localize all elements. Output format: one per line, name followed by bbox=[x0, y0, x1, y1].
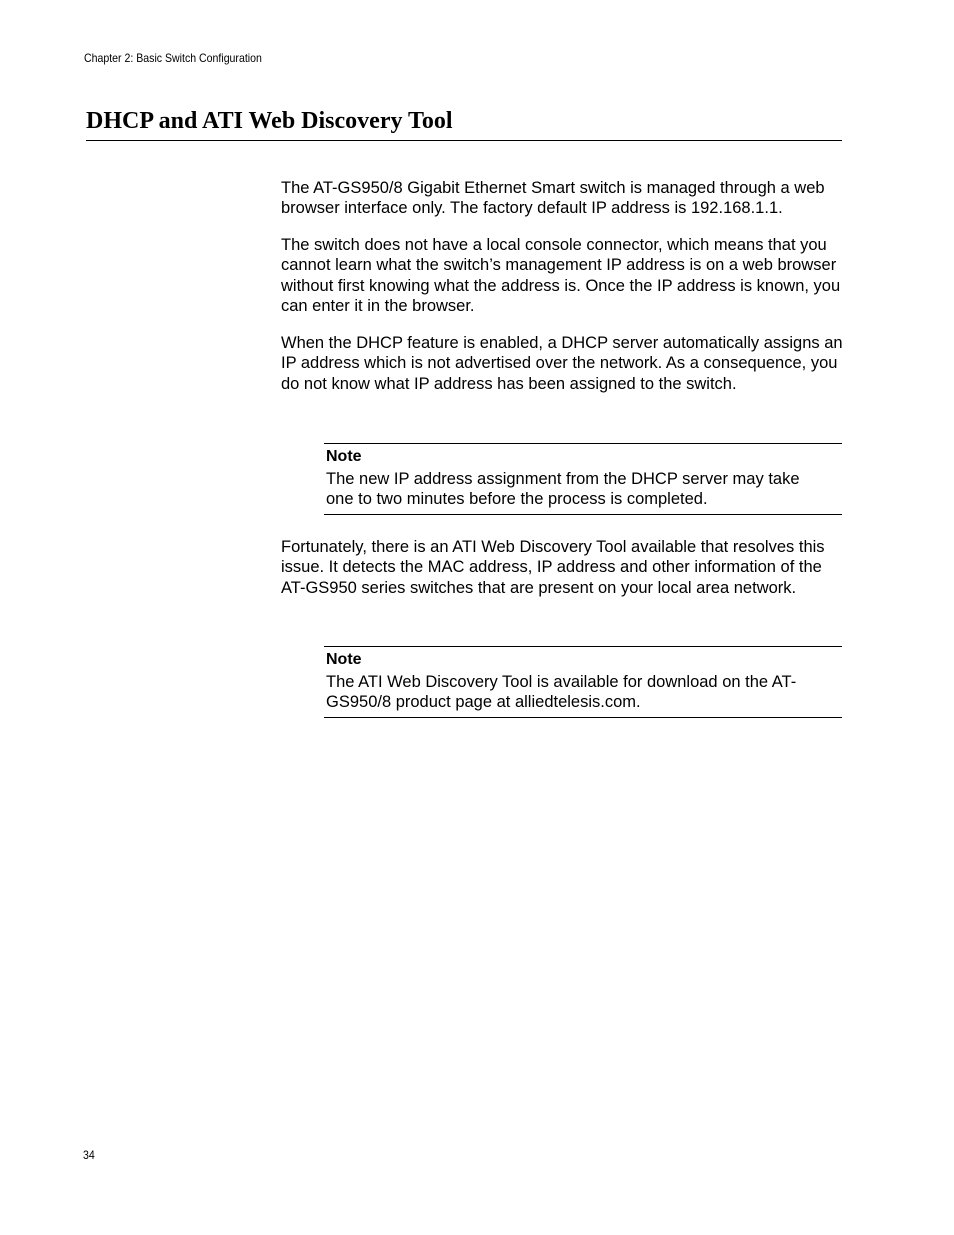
body-column bbox=[281, 0, 844, 1235]
note-text: The ATI Web Discovery Tool is available for download on the AT-GS950/8 product page at alliedtelesis.com. bbox=[326, 673, 797, 712]
paragraph-console: The switch does not have a local console connector, which means that you cannot learn what the switch’s management IP address is on a web browser without first knowing what the address is. Once the IP address is known, you can enter it in the browser. bbox=[281, 236, 841, 316]
running-header: Chapter 2: Basic Switch Configuration bbox=[84, 51, 262, 65]
note-box-download bbox=[324, 646, 842, 718]
page-number: 34 bbox=[83, 1148, 95, 1162]
paragraph-intro: The AT-GS950/8 Gigabit Ethernet Smart switch is managed through a web browser interface only. The factory default IP address is 192.168.1.1. bbox=[281, 179, 825, 218]
note-label: Note bbox=[326, 651, 362, 668]
paragraph-discovery-tool: Fortunately, there is an ATI Web Discovery Tool available that resolves this issue. It detects the MAC address, IP address and other information of the AT-GS950 series switches that are present on your local area network. bbox=[281, 538, 825, 597]
note-box-dhcp bbox=[324, 443, 842, 515]
section-title: DHCP and ATI Web Discovery Tool bbox=[86, 108, 453, 134]
paragraph-dhcp: When the DHCP feature is enabled, a DHCP server automatically assigns an IP address which is not advertised over the network. As a consequence, you do not know what IP address has been assigned to the switch. bbox=[281, 334, 843, 393]
note-label: Note bbox=[326, 448, 362, 465]
note-text: The new IP address assignment from the DHCP server may take one to two minutes before the process is completed. bbox=[326, 470, 800, 509]
